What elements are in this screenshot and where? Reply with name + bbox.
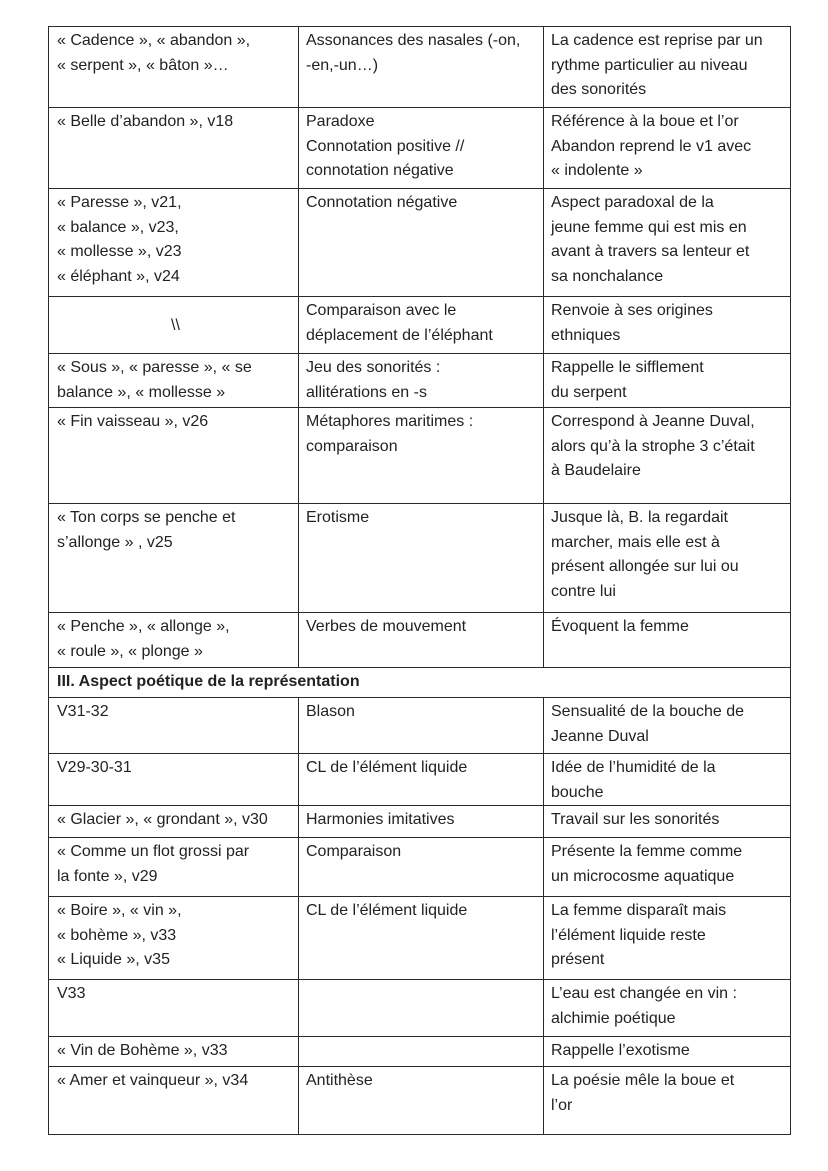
cell-quote: « Fin vaisseau », v26	[49, 408, 299, 504]
cell-quote: « Glacier », « grondant », v30	[49, 806, 299, 838]
table-row	[49, 408, 791, 504]
analysis-table	[48, 26, 791, 1135]
table-row	[49, 838, 791, 897]
cell-figure: Comparaison avec le déplacement de l’éléphant	[299, 297, 544, 354]
cell-figure	[299, 980, 544, 1037]
cell-figure: Blason	[299, 698, 544, 754]
cell-quote: « Boire », « vin », « bohème », v33 « Liquide », v35	[49, 897, 299, 980]
cell-quote: « Comme un flot grossi par la fonte », v29	[49, 838, 299, 897]
cell-quote: « Penche », « allonge », « roule », « plonge »	[49, 613, 299, 668]
table-row	[49, 613, 791, 668]
cell-quote: « Sous », « paresse », « se balance », « mollesse »	[49, 354, 299, 408]
table-row	[49, 1067, 791, 1135]
table-row	[49, 1037, 791, 1067]
table-row	[49, 980, 791, 1037]
table-row	[49, 189, 791, 297]
cell-interpretation: La femme disparaît mais l’élément liquide reste présent	[544, 897, 791, 980]
cell-interpretation: Renvoie à ses origines ethniques	[544, 297, 791, 354]
cell-quote: V33	[49, 980, 299, 1037]
cell-quote: « Paresse », v21, « balance », v23, « mollesse », v23 « éléphant », v24	[49, 189, 299, 297]
cell-interpretation: Rappelle l’exotisme	[544, 1037, 791, 1067]
cell-interpretation: Référence à la boue et l’or Abandon reprend le v1 avec « indolente »	[544, 108, 791, 189]
table-row	[49, 806, 791, 838]
cell-quote: « Cadence », « abandon », « serpent », « bâton »…	[49, 27, 299, 108]
cell-ditto-mark: \\	[49, 297, 299, 354]
cell-figure: Métaphores maritimes : comparaison	[299, 408, 544, 504]
cell-interpretation: Aspect paradoxal de la jeune femme qui est mis en avant à travers sa lenteur et sa nonchalance	[544, 189, 791, 297]
table-row	[49, 297, 791, 354]
section-heading: III. Aspect poétique de la représentation	[49, 668, 791, 698]
cell-interpretation: La cadence est reprise par un rythme particulier au niveau des sonorités	[544, 27, 791, 108]
cell-interpretation: Travail sur les sonorités	[544, 806, 791, 838]
cell-figure: Comparaison	[299, 838, 544, 897]
cell-interpretation: Jusque là, B. la regardait marcher, mais elle est à présent allongée sur lui ou contre lui	[544, 504, 791, 613]
cell-interpretation: Évoquent la femme	[544, 613, 791, 668]
cell-figure: Assonances des nasales (-on, -en,-un…)	[299, 27, 544, 108]
cell-figure: Jeu des sonorités : allitérations en -s	[299, 354, 544, 408]
table-row	[49, 754, 791, 806]
table-row	[49, 897, 791, 980]
cell-quote: « Ton corps se penche et s’allonge » , v25	[49, 504, 299, 613]
cell-figure: Verbes de mouvement	[299, 613, 544, 668]
table-row	[49, 504, 791, 613]
cell-interpretation: L’eau est changée en vin : alchimie poétique	[544, 980, 791, 1037]
table-row	[49, 698, 791, 754]
cell-figure: Antithèse	[299, 1067, 544, 1135]
cell-quote: V31-32	[49, 698, 299, 754]
cell-figure: Connotation négative	[299, 189, 544, 297]
table-row	[49, 354, 791, 408]
table-row	[49, 108, 791, 189]
cell-quote: « Belle d’abandon », v18	[49, 108, 299, 189]
cell-figure: CL de l’élément liquide	[299, 754, 544, 806]
cell-quote: V29-30-31	[49, 754, 299, 806]
cell-figure: Harmonies imitatives	[299, 806, 544, 838]
cell-interpretation: La poésie mêle la boue et l’or	[544, 1067, 791, 1135]
cell-figure: Erotisme	[299, 504, 544, 613]
cell-figure: Paradoxe Connotation positive // connotation négative	[299, 108, 544, 189]
cell-figure	[299, 1037, 544, 1067]
cell-figure: CL de l’élément liquide	[299, 897, 544, 980]
cell-interpretation: Présente la femme comme un microcosme aquatique	[544, 838, 791, 897]
section-row	[49, 668, 791, 698]
table-row	[49, 27, 791, 108]
cell-interpretation: Sensualité de la bouche de Jeanne Duval	[544, 698, 791, 754]
cell-interpretation: Idée de l’humidité de la bouche	[544, 754, 791, 806]
cell-quote: « Vin de Bohème », v33	[49, 1037, 299, 1067]
cell-quote: « Amer et vainqueur », v34	[49, 1067, 299, 1135]
cell-interpretation: Correspond à Jeanne Duval, alors qu’à la strophe 3 c’était à Baudelaire	[544, 408, 791, 504]
cell-interpretation: Rappelle le sifflement du serpent	[544, 354, 791, 408]
